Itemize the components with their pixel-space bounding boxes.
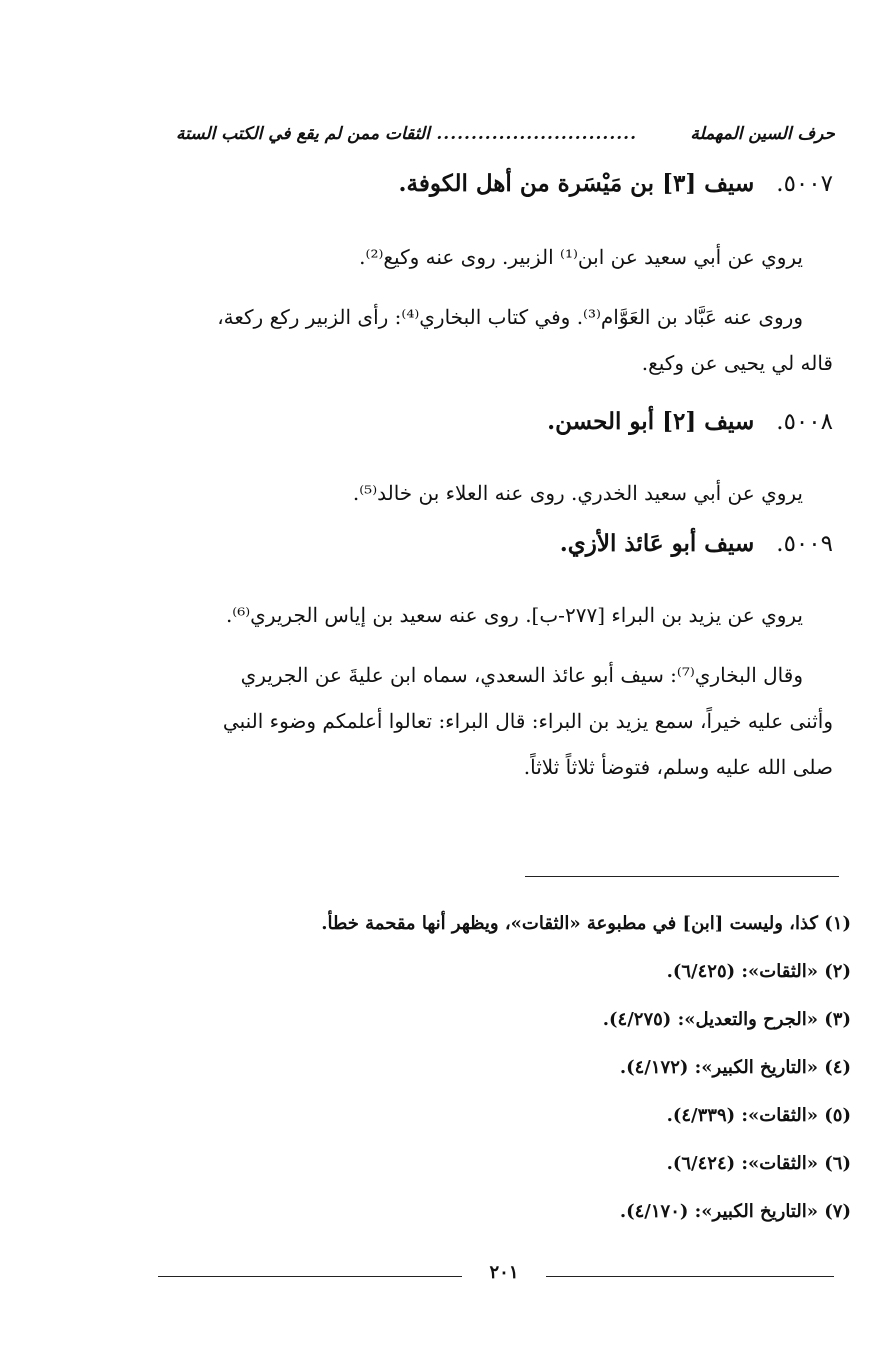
footnote: (١) كذا، وليست [ابن] في مطبوعة «الثقات»، ويظهر أنها مقحمة خطأ. <box>321 913 851 934</box>
entry-paragraph <box>40 294 833 386</box>
paragraph-line <box>40 340 833 386</box>
footnotes <box>40 900 851 1236</box>
paragraph-line <box>40 652 833 698</box>
footnote: (٦) «الثقات»: (٦/٤٢٤). <box>666 1153 851 1174</box>
footer-rule-left <box>158 1276 462 1277</box>
entry-paragraph <box>40 470 833 516</box>
entry-number: ٥٠٠٧. <box>776 171 833 197</box>
footnote: (٧) «التاريخ الكبير»: (٤/١٧٠). <box>619 1201 851 1222</box>
entry-title: سيف [٣] بن مَيْسَرة من أهل الكوفة. <box>398 170 755 197</box>
page-number: ٢٠١ <box>462 1262 546 1283</box>
footnote-separator <box>525 876 839 877</box>
line-text: يروي عن يزيد بن البراء [٢٧٧-ب]. روى عنه سعيد بن إياس الجريري⁽⁶⁾. <box>225 603 803 627</box>
paragraph-line <box>40 698 833 744</box>
entry-title: سيف أبو عَائذ الأزي. <box>559 530 755 557</box>
header-book-title: الثقات ممن لم يقع في الكتب الستة <box>176 124 430 144</box>
footnote: (٢) «الثقات»: (٦/٤٢٥). <box>666 961 851 982</box>
line-text: وروى عنه عَبَّاد بن العَوَّام⁽³⁾. وفي كتاب البخاري⁽⁴⁾: رأى الزبير ركع ركعة، <box>217 305 803 329</box>
header-chapter: حرف السين المهملة <box>690 124 835 144</box>
entry-paragraph <box>40 234 833 280</box>
line-text: وأثنى عليه خيراً، سمع يزيد بن البراء: قال البراء: تعالوا أعلمكم وضوء النبي <box>222 709 833 733</box>
entry-number: ٥٠٠٩. <box>776 531 833 557</box>
paragraph-line <box>40 294 833 340</box>
line-text: صلى الله عليه وسلم، فتوضأ ثلاثاً ثلاثاً. <box>523 755 833 779</box>
entry-title: سيف [٢] أبو الحسن. <box>547 408 755 435</box>
footnote: (٤) «التاريخ الكبير»: (٤/١٧٢). <box>619 1057 851 1078</box>
header-dots: ............................. <box>436 124 637 144</box>
entry-heading <box>547 408 833 435</box>
paragraph-line <box>40 744 833 790</box>
entry-heading <box>560 530 833 557</box>
running-header <box>176 116 835 156</box>
line-text: وقال البخاري⁽⁷⁾: سيف أبو عائذ السعدي، سماه ابن عليةَ عن الجريري <box>240 663 803 687</box>
paragraph-line <box>40 470 833 516</box>
line-text: يروي عن أبي سعيد عن ابن⁽¹⁾ الزبير. روى عنه وكيع⁽²⁾. <box>359 245 803 269</box>
footnote: (٣) «الجرح والتعديل»: (٤/٢٧٥). <box>602 1009 851 1030</box>
footnote: (٥) «الثقات»: (٤/٣٣٩). <box>666 1105 851 1126</box>
entry-paragraph <box>40 652 833 790</box>
paragraph-line <box>40 234 833 280</box>
entry-heading <box>399 170 833 197</box>
entry-number: ٥٠٠٨. <box>776 409 833 435</box>
footer-rule-right <box>546 1276 834 1277</box>
entry-paragraph <box>40 592 833 638</box>
paragraph-line <box>40 592 833 638</box>
line-text: يروي عن أبي سعيد الخدري. روى عنه العلاء بن خالد⁽⁵⁾. <box>352 481 803 505</box>
line-text: قاله لي يحيى عن وكيع. <box>641 351 833 375</box>
